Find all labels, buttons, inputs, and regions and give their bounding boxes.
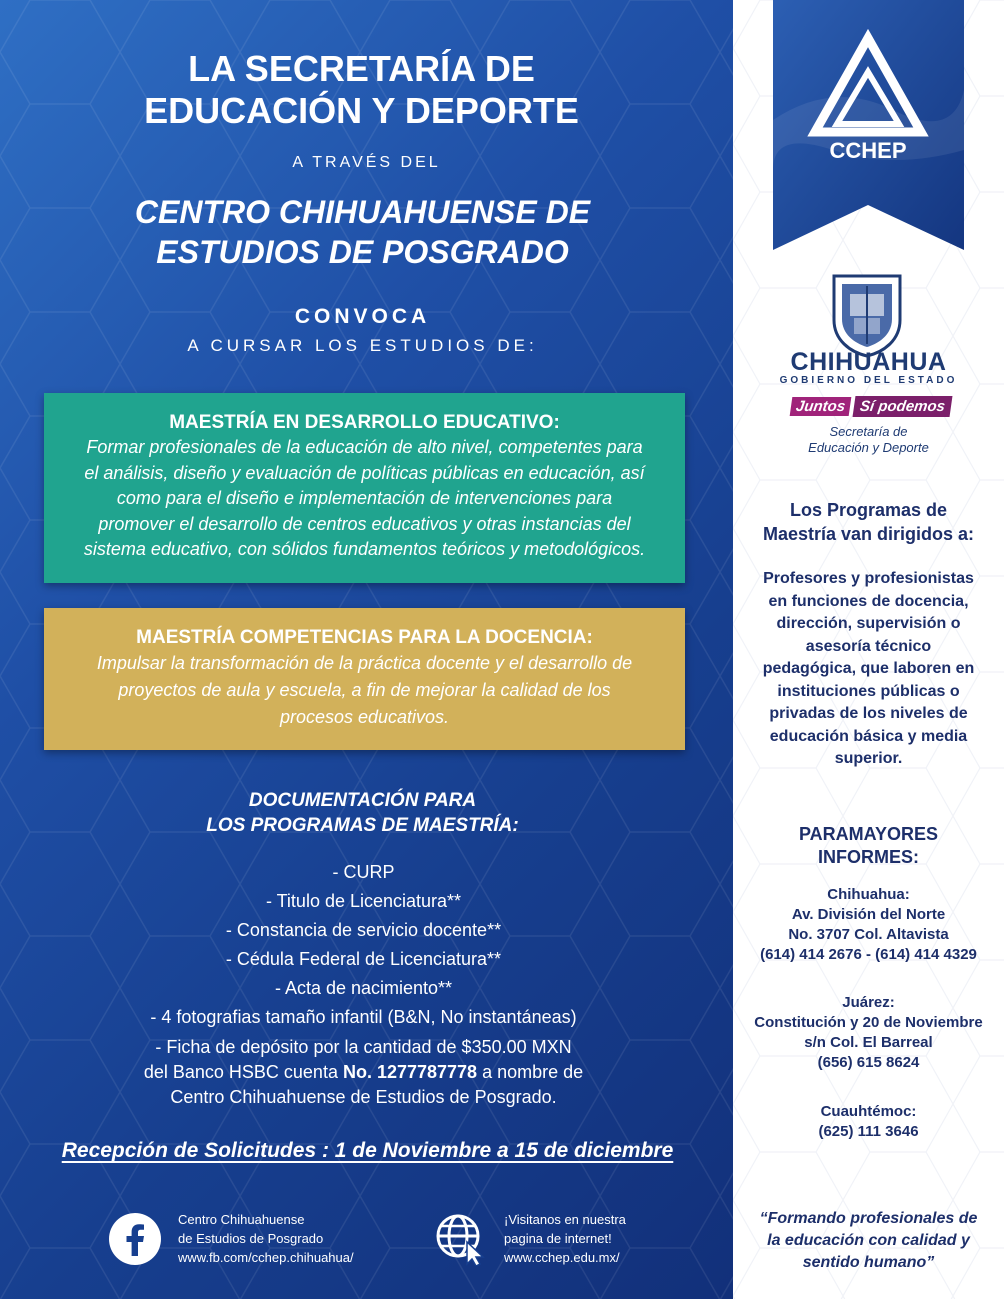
list-item: - Cédula Federal de Licenciatura** [225,949,502,969]
list-item: - Constancia de servicio docente** [225,920,502,940]
program-title: MAESTRÍA COMPETENCIAS PARA LA DOCENCIA: [136,627,593,648]
motto-line-1: “Formando profesionales de [759,1210,978,1227]
office-chihuahua [733,885,1004,965]
program-desc-line: promover el desarrollo de centros educativos y otras instancias del [98,513,631,534]
target-line: pedagógica, que laboren en [762,660,975,677]
convoca-heading: CONVOCA [294,305,431,328]
target-line: educación básica y media [769,727,968,745]
globe-cursor-icon [434,1212,488,1266]
program-card-desarrollo [44,393,685,583]
deposit-recipient-pre: a nombre de [477,1062,584,1082]
deposit-bank: del Banco HSBC cuenta [143,1062,343,1082]
program-title: MAESTRÍA EN DESARROLLO EDUCATIVO: [169,412,560,433]
website-text [504,1210,626,1267]
facebook-line-2: de Estudios de Posgrado [178,1231,324,1246]
target-line: asesoría técnico [805,637,932,655]
page-title [0,48,728,132]
motto-line-2: la educación con calidad y [767,1232,970,1249]
list-item: - CURP [332,862,395,882]
facebook-icon [108,1212,162,1266]
facebook-line-1: Centro Chihuahuense [178,1212,305,1227]
website-line-2: pagina de internet! [504,1231,612,1246]
office-phone: (614) 414 2676 - (614) 414 4329 [760,946,977,963]
title-line-2: EDUCACIÓN Y DEPORTE [144,90,579,131]
secretaria-line-2: Educación y Deporte [808,440,929,455]
program-desc-line: Formar profesionales de la educación de alto nivel, competentes para [86,437,643,457]
program-desc-line: proyectos de aula y escuela, a fin de mejorar la calidad de los [118,680,611,700]
target-line: instituciones públicas o [777,682,960,700]
state-name: CHIHUAHUA [790,348,947,376]
info-heading [733,823,1004,869]
target-line: dirección, supervisión o [776,615,961,632]
motto-line-3: sentido humano” [802,1254,935,1271]
program-desc-line: sistema educativo, con sólidos fundamentos teóricos y metodológicos. [83,539,646,559]
institution-line-1: CENTRO CHIHUAHUENSE DE [134,194,591,230]
program-desc-line: Impulsar la transformación de la práctica docente y el desarrollo de [96,653,633,673]
website-line-1: ¡Visitanos en nuestra [504,1212,626,1227]
secretaria-label [733,424,1004,456]
office-address: Constitución y 20 de Noviembre [754,1014,983,1031]
office-phone: (625) 111 3646 [818,1123,919,1140]
deposit-line-3: Centro Chihuahuense de Estudios de Posgrado. [170,1087,557,1107]
list-item: - Acta de nacimiento** [274,978,453,998]
institution-name [0,192,729,272]
office-city: Cuauhtémoc: [820,1103,917,1120]
documents-list [0,858,730,1032]
target-line: en funciones de docencia, [768,592,969,610]
through-label: A TRAVÉS DEL [292,154,441,171]
slogan-si-podemos: Sí podemos [853,396,953,417]
list-item: - Titulo de Licenciatura** [265,891,462,911]
cursar-subheading: A CURSAR LOS ESTUDIOS DE: [187,336,538,355]
program-card-docencia [44,608,685,750]
deposit-account: No. 1277787778 [342,1062,478,1082]
program-desc-line: como para el diseño e implementación de intervenciones para [116,488,613,508]
gov-label: GOBIERNO DEL ESTADO [779,375,958,386]
program-desc-line: procesos educativos. [279,707,450,727]
program-desc-line: el análisis, diseño y evaluación de políticas públicas en educación, así [84,462,645,483]
office-cuauhtemoc [733,1102,1004,1142]
target-description [733,568,1004,771]
list-item: - 4 fotografias tamaño infantil (B&N, No instantáneas) [150,1007,577,1027]
deposit-line-1: - Ficha de depósito por la cantidad de $350.00 MXN [155,1037,572,1057]
slogan [791,388,951,417]
target-line: privadas de los niveles de [769,705,968,722]
reception-dates: Recepción de Solicitudes : 1 de Noviembre a 15 de diciembre [61,1139,674,1162]
motto [733,1208,1004,1274]
slogan-juntos: Juntos [790,397,852,416]
institution-line-2: ESTUDIOS DE POSGRADO [156,234,569,270]
state-crest-icon [828,272,906,358]
logo-text: CCHEP [829,138,907,163]
target-heading-line-1: Los Programas de [789,500,948,520]
cchep-logo [773,0,964,250]
facebook-url[interactable]: www.fb.com/cchep.chihuahua/ [178,1250,354,1265]
office-address: Av. División del Norte [791,906,946,923]
office-city: Juárez: [842,994,895,1011]
target-line: superior. [834,750,903,767]
documents-heading-line-2: LOS PROGRAMAS DE MAESTRÍA: [206,815,519,836]
office-address: s/n Col. El Barreal [804,1034,933,1051]
deposit-line-2 [0,1060,730,1085]
info-heading-line-2: INFORMES: [818,847,919,867]
website-url[interactable]: www.cchep.edu.mx/ [504,1250,620,1265]
target-line: Profesores y profesionistas [763,570,974,587]
target-heading [733,498,1004,546]
target-heading-line-2: Maestría van dirigidos a: [762,524,975,544]
office-phone: (656) 615 8624 [817,1054,920,1071]
website-link[interactable] [434,1210,626,1267]
sidebar [733,0,1004,1299]
documents-heading-line-1: DOCUMENTACIÓN PARA [248,790,477,811]
title-line-1: LA SECRETARÍA DE [188,48,535,89]
info-heading-line-1: PARAMAYORES [798,824,939,844]
facebook-link[interactable] [108,1210,354,1267]
deposit-info [0,1035,730,1110]
secretaria-line-1: Secretaría de [829,424,908,439]
office-juarez [733,993,1004,1073]
facebook-text [178,1210,354,1267]
office-address: No. 3707 Col. Altavista [788,926,949,943]
documents-heading [0,788,729,838]
office-city: Chihuahua: [827,886,910,903]
